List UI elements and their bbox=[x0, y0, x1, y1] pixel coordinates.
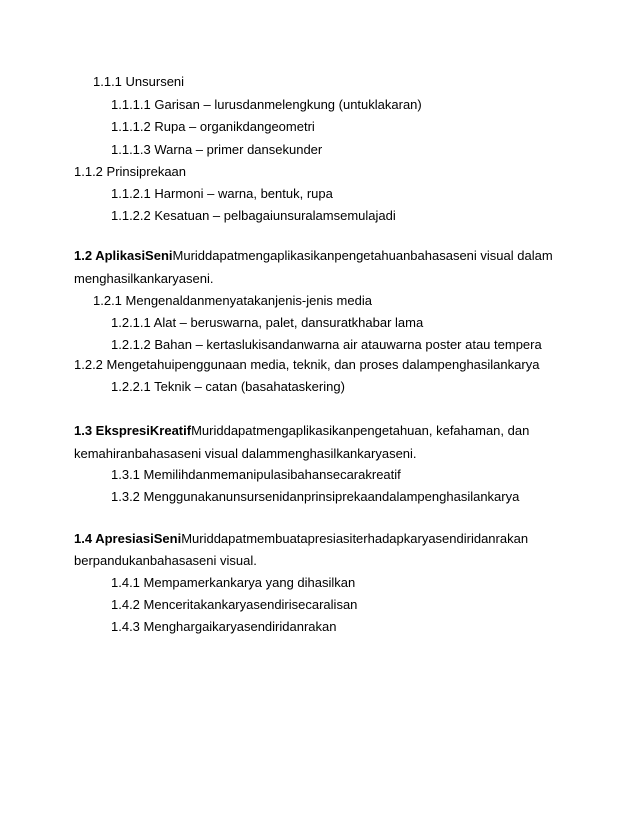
section-heading-1-1-2: 1.1.2 Prinsiprekaan bbox=[74, 164, 187, 179]
list-item-1-2-1-2: 1.2.1.2 Bahan – kertaslukisandanwarna air atauwarna poster atau tempera bbox=[111, 337, 542, 352]
list-item-1-4-1: 1.4.1 Mempamerkankarya yang dihasilkan bbox=[111, 575, 356, 590]
section-heading-1-1-1: 1.1.1 Unsurseni bbox=[93, 74, 185, 89]
section-heading-1-2-2: 1.2.2 Mengetahuipenggunaan media, teknik, dan proses dalampenghasilankarya bbox=[74, 357, 540, 372]
section-desc-1-3-line1: Muriddapatmengaplikasikanpengetahuan, kefahaman, dan bbox=[191, 423, 530, 438]
section-heading-1-2-1: 1.2.1 Mengenaldanmenyatakanjenis-jenis media bbox=[93, 293, 372, 308]
list-item-1-1-1-1: 1.1.1.1 Garisan – lurusdanmelengkung (untuklakaran) bbox=[111, 97, 422, 112]
list-item-1-4-3: 1.4.3 Menghargaikaryasendiridanrakan bbox=[111, 619, 337, 634]
list-item-1-2-2-1: 1.2.2.1 Teknik – catan (basahataskering) bbox=[111, 379, 345, 394]
section-title-1-4: 1.4 ApresiasiSeni bbox=[74, 531, 182, 546]
list-item-1-2-1-1: 1.2.1.1 Alat – beruswarna, palet, dansuratkhabar lama bbox=[111, 315, 424, 330]
list-item-1-3-1: 1.3.1 Memilihdanmemanipulasibahansecarakreatif bbox=[111, 467, 401, 482]
list-item-1-4-2: 1.4.2 Menceritakankaryasendirisecaralisan bbox=[111, 597, 358, 612]
section-title-1-2: 1.2 AplikasiSeni bbox=[74, 248, 173, 263]
section-paragraph-1-3 bbox=[74, 423, 529, 439]
section-paragraph-1-2 bbox=[74, 248, 553, 264]
list-item-1-1-2-2: 1.1.2.2 Kesatuan – pelbagaiunsuralamsemulajadi bbox=[111, 208, 396, 223]
section-title-1-3: 1.3 EkspresiKreatif bbox=[74, 423, 192, 438]
section-desc-1-3-line2: kemahiranbahasaseni visual dalammenghasilkankaryaseni. bbox=[74, 446, 417, 461]
section-desc-1-4-line2: berpandukanbahasaseni visual. bbox=[74, 553, 257, 568]
section-paragraph-1-4 bbox=[74, 531, 528, 547]
list-item-1-3-2: 1.3.2 Menggunakanunsursenidanprinsiprekaandalampenghasilankarya bbox=[111, 489, 520, 504]
list-item-1-1-1-3: 1.1.1.3 Warna – primer dansekunder bbox=[111, 142, 323, 157]
section-desc-1-4-line1: Muriddapatmembuatapresiasiterhadapkaryasendiridanrakan bbox=[181, 531, 529, 546]
list-item-1-1-2-1: 1.1.2.1 Harmoni – warna, bentuk, rupa bbox=[111, 186, 333, 201]
list-item-1-1-1-2: 1.1.1.2 Rupa – organikdangeometri bbox=[111, 119, 315, 134]
section-desc-1-2-line1: Muriddapatmengaplikasikanpengetahuanbahasaseni visual dalam bbox=[172, 248, 553, 263]
section-desc-1-2-line2: menghasilkankaryaseni. bbox=[74, 271, 214, 286]
